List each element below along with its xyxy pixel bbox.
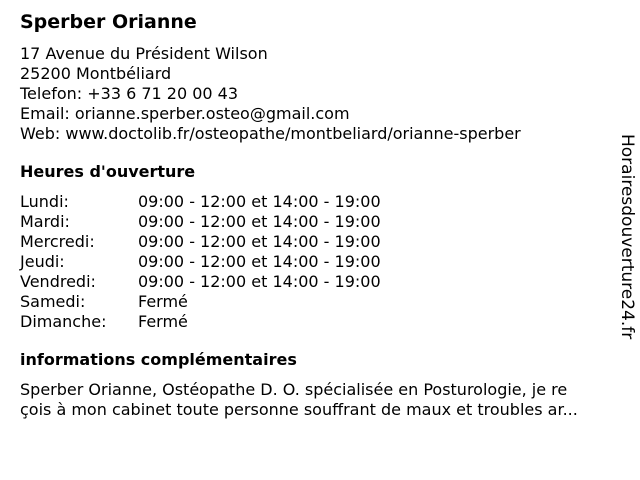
day-label: Lundi: bbox=[20, 192, 69, 211]
day-hours: 09:00 - 12:00 et 14:00 - 19:00 bbox=[138, 232, 381, 251]
address-city: 25200 Montbéliard bbox=[20, 64, 172, 83]
email-address: Email: orianne.sperber.osteo@gmail.com bbox=[20, 104, 350, 123]
business-name: Sperber Orianne bbox=[20, 11, 197, 33]
website-url: Web: www.doctolib.fr/osteopathe/montbeliard/orianne-sperber bbox=[20, 124, 521, 143]
opening-hours-table bbox=[20, 192, 610, 332]
day-hours: Fermé bbox=[138, 292, 188, 311]
hours-row-monday bbox=[20, 192, 610, 212]
additional-info-line: Sperber Orianne, Ostéopathe D. O. spécialisée en Posturologie, je re bbox=[20, 380, 568, 399]
day-label: Jeudi: bbox=[20, 252, 65, 271]
day-label: Mercredi: bbox=[20, 232, 95, 251]
additional-info-line: çois à mon cabinet toute personne souffrant de maux et troubles ar... bbox=[20, 400, 578, 419]
additional-info-heading: informations complémentaires bbox=[20, 350, 297, 369]
business-card bbox=[20, 10, 610, 420]
hours-row-tuesday bbox=[20, 212, 610, 232]
watermark-text: Horairesdouverture24.fr bbox=[617, 134, 637, 340]
site-watermark bbox=[610, 134, 640, 374]
hours-row-saturday bbox=[20, 292, 610, 312]
day-label: Dimanche: bbox=[20, 312, 107, 331]
additional-info-text bbox=[20, 380, 628, 420]
day-label: Vendredi: bbox=[20, 272, 96, 291]
hours-row-thursday bbox=[20, 252, 610, 272]
day-label: Samedi: bbox=[20, 292, 86, 311]
day-hours: 09:00 - 12:00 et 14:00 - 19:00 bbox=[138, 252, 381, 271]
opening-hours-heading: Heures d'ouverture bbox=[20, 162, 196, 181]
day-label: Mardi: bbox=[20, 212, 70, 231]
address-street: 17 Avenue du Président Wilson bbox=[20, 44, 268, 63]
day-hours: 09:00 - 12:00 et 14:00 - 19:00 bbox=[138, 192, 381, 211]
contact-block bbox=[20, 44, 610, 144]
hours-row-friday bbox=[20, 272, 610, 292]
day-hours: Fermé bbox=[138, 312, 188, 331]
hours-row-sunday bbox=[20, 312, 610, 332]
hours-row-wednesday bbox=[20, 232, 610, 252]
day-hours: 09:00 - 12:00 et 14:00 - 19:00 bbox=[138, 212, 381, 231]
phone-number: Telefon: +33 6 71 20 00 43 bbox=[20, 84, 239, 103]
day-hours: 09:00 - 12:00 et 14:00 - 19:00 bbox=[138, 272, 381, 291]
